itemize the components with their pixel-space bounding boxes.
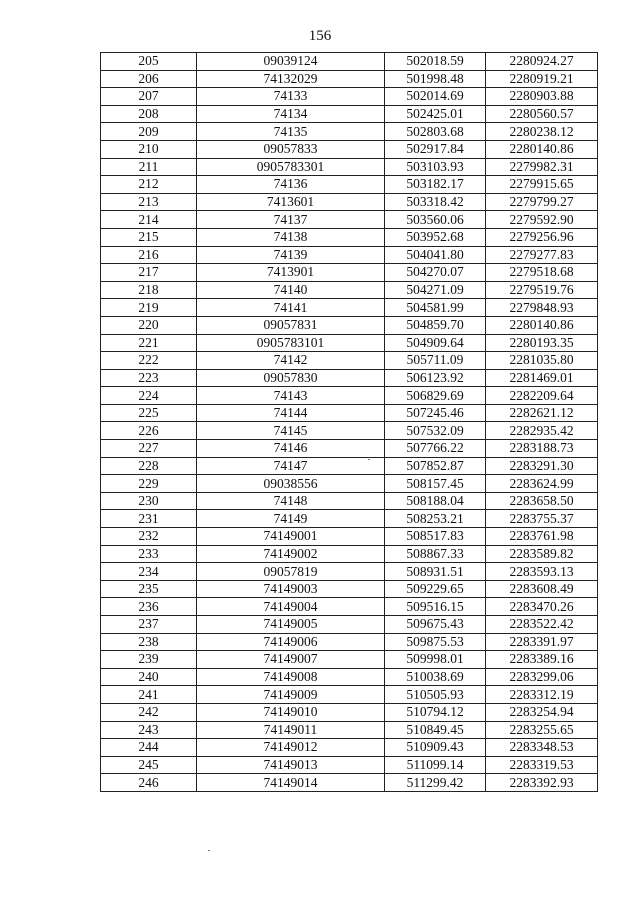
table-row	[101, 88, 598, 106]
row-number-cell: 241	[101, 686, 197, 704]
row-number-cell: 216	[101, 246, 197, 264]
table-row	[101, 528, 598, 546]
table-row	[101, 651, 598, 669]
table-row	[101, 352, 598, 370]
table-row	[101, 774, 598, 792]
row-number-cell: 234	[101, 563, 197, 581]
row-number-cell: 226	[101, 422, 197, 440]
table-row	[101, 369, 598, 387]
y-coordinate-cell: 2281035.80	[486, 352, 598, 370]
x-coordinate-cell: 504041.80	[385, 246, 486, 264]
x-coordinate-cell: 509516.15	[385, 598, 486, 616]
x-coordinate-cell: 504270.07	[385, 264, 486, 282]
row-number-cell: 223	[101, 369, 197, 387]
point-code-cell: 74146	[197, 440, 385, 458]
row-number-cell: 242	[101, 703, 197, 721]
x-coordinate-cell: 504909.64	[385, 334, 486, 352]
x-coordinate-cell: 507532.09	[385, 422, 486, 440]
table-row	[101, 264, 598, 282]
table-row	[101, 739, 598, 757]
row-number-cell: 244	[101, 739, 197, 757]
row-number-cell: 237	[101, 616, 197, 634]
y-coordinate-cell: 2283389.16	[486, 651, 598, 669]
row-number-cell: 222	[101, 352, 197, 370]
y-coordinate-cell: 2283255.65	[486, 721, 598, 739]
table-row	[101, 457, 598, 475]
row-number-cell: 213	[101, 193, 197, 211]
row-number-cell: 229	[101, 475, 197, 493]
x-coordinate-cell: 502018.59	[385, 53, 486, 71]
x-coordinate-cell: 507852.87	[385, 457, 486, 475]
y-coordinate-cell: 2283589.82	[486, 545, 598, 563]
table-row	[101, 598, 598, 616]
table-row	[101, 510, 598, 528]
row-number-cell: 239	[101, 651, 197, 669]
table-row	[101, 703, 598, 721]
table-row	[101, 686, 598, 704]
point-code-cell: 74149005	[197, 616, 385, 634]
y-coordinate-cell: 2279982.31	[486, 158, 598, 176]
y-coordinate-cell: 2279256.96	[486, 228, 598, 246]
row-number-cell: 219	[101, 299, 197, 317]
point-code-cell: 09038556	[197, 475, 385, 493]
x-coordinate-cell: 510794.12	[385, 703, 486, 721]
x-coordinate-cell: 501998.48	[385, 70, 486, 88]
y-coordinate-cell: 2279519.76	[486, 281, 598, 299]
row-number-cell: 209	[101, 123, 197, 141]
y-coordinate-cell: 2280193.35	[486, 334, 598, 352]
point-code-cell: 74143	[197, 387, 385, 405]
table-row	[101, 616, 598, 634]
point-code-cell: 74140	[197, 281, 385, 299]
row-number-cell: 215	[101, 228, 197, 246]
row-number-cell: 243	[101, 721, 197, 739]
table-row	[101, 422, 598, 440]
row-number-cell: 210	[101, 140, 197, 158]
x-coordinate-cell: 508517.83	[385, 528, 486, 546]
y-coordinate-cell: 2283658.50	[486, 492, 598, 510]
row-number-cell: 238	[101, 633, 197, 651]
point-code-cell: 09057833	[197, 140, 385, 158]
x-coordinate-cell: 507245.46	[385, 404, 486, 422]
x-coordinate-cell: 502917.84	[385, 140, 486, 158]
point-code-cell: 74149004	[197, 598, 385, 616]
point-code-cell: 74149014	[197, 774, 385, 792]
point-code-cell: 74136	[197, 176, 385, 194]
x-coordinate-cell: 503318.42	[385, 193, 486, 211]
y-coordinate-cell: 2282935.42	[486, 422, 598, 440]
y-coordinate-cell: 2282209.64	[486, 387, 598, 405]
x-coordinate-cell: 510038.69	[385, 668, 486, 686]
table-row	[101, 633, 598, 651]
row-number-cell: 233	[101, 545, 197, 563]
x-coordinate-cell: 504581.99	[385, 299, 486, 317]
x-coordinate-cell: 508867.33	[385, 545, 486, 563]
y-coordinate-cell: 2280238.12	[486, 123, 598, 141]
point-code-cell: 74149011	[197, 721, 385, 739]
y-coordinate-cell: 2280924.27	[486, 53, 598, 71]
row-number-cell: 224	[101, 387, 197, 405]
row-number-cell: 212	[101, 176, 197, 194]
x-coordinate-cell: 504271.09	[385, 281, 486, 299]
row-number-cell: 231	[101, 510, 197, 528]
point-code-cell: 74145	[197, 422, 385, 440]
row-number-cell: 214	[101, 211, 197, 229]
point-code-cell: 74149008	[197, 668, 385, 686]
x-coordinate-cell: 508253.21	[385, 510, 486, 528]
y-coordinate-cell: 2279799.27	[486, 193, 598, 211]
row-number-cell: 225	[101, 404, 197, 422]
point-code-cell: 0905783101	[197, 334, 385, 352]
y-coordinate-cell: 2280140.86	[486, 316, 598, 334]
x-coordinate-cell: 502014.69	[385, 88, 486, 106]
table-row	[101, 193, 598, 211]
table-row	[101, 387, 598, 405]
y-coordinate-cell: 2283319.53	[486, 756, 598, 774]
row-number-cell: 217	[101, 264, 197, 282]
y-coordinate-cell: 2280903.88	[486, 88, 598, 106]
table-row	[101, 176, 598, 194]
table-row	[101, 316, 598, 334]
table-row	[101, 299, 598, 317]
scan-speck	[368, 459, 370, 460]
point-code-cell: 74144	[197, 404, 385, 422]
point-code-cell: 74138	[197, 228, 385, 246]
y-coordinate-cell: 2281469.01	[486, 369, 598, 387]
table-row	[101, 668, 598, 686]
table-row	[101, 158, 598, 176]
row-number-cell: 235	[101, 580, 197, 598]
point-code-cell: 74149001	[197, 528, 385, 546]
table-row	[101, 70, 598, 88]
x-coordinate-cell: 510909.43	[385, 739, 486, 757]
y-coordinate-cell: 2283608.49	[486, 580, 598, 598]
point-code-cell: 74149002	[197, 545, 385, 563]
point-code-cell: 74142	[197, 352, 385, 370]
point-code-cell: 74135	[197, 123, 385, 141]
row-number-cell: 208	[101, 105, 197, 123]
table-row	[101, 475, 598, 493]
row-number-cell: 206	[101, 70, 197, 88]
y-coordinate-cell: 2283188.73	[486, 440, 598, 458]
row-number-cell: 240	[101, 668, 197, 686]
x-coordinate-cell: 508931.51	[385, 563, 486, 581]
row-number-cell: 218	[101, 281, 197, 299]
y-coordinate-cell: 2283761.98	[486, 528, 598, 546]
x-coordinate-cell: 507766.22	[385, 440, 486, 458]
point-code-cell: 74149	[197, 510, 385, 528]
x-coordinate-cell: 503560.06	[385, 211, 486, 229]
point-code-cell: 74139	[197, 246, 385, 264]
table-row	[101, 545, 598, 563]
x-coordinate-cell: 508157.45	[385, 475, 486, 493]
x-coordinate-cell: 504859.70	[385, 316, 486, 334]
y-coordinate-cell: 2279518.68	[486, 264, 598, 282]
row-number-cell: 246	[101, 774, 197, 792]
table-row	[101, 211, 598, 229]
table-row	[101, 721, 598, 739]
page-number: 156	[308, 28, 332, 44]
y-coordinate-cell: 2283312.19	[486, 686, 598, 704]
table-row	[101, 756, 598, 774]
point-code-cell: 74148	[197, 492, 385, 510]
y-coordinate-cell: 2283593.13	[486, 563, 598, 581]
x-coordinate-cell: 505711.09	[385, 352, 486, 370]
point-code-cell: 74132029	[197, 70, 385, 88]
table-row	[101, 140, 598, 158]
point-code-cell: 74134	[197, 105, 385, 123]
point-code-cell: 74149007	[197, 651, 385, 669]
x-coordinate-cell: 509998.01	[385, 651, 486, 669]
table-row	[101, 105, 598, 123]
x-coordinate-cell: 511299.42	[385, 774, 486, 792]
y-coordinate-cell: 2283291.30	[486, 457, 598, 475]
row-number-cell: 207	[101, 88, 197, 106]
point-code-cell: 74141	[197, 299, 385, 317]
row-number-cell: 230	[101, 492, 197, 510]
x-coordinate-cell: 502425.01	[385, 105, 486, 123]
table-row	[101, 281, 598, 299]
y-coordinate-cell: 2283391.97	[486, 633, 598, 651]
y-coordinate-cell: 2282621.12	[486, 404, 598, 422]
row-number-cell: 205	[101, 53, 197, 71]
y-coordinate-cell: 2279915.65	[486, 176, 598, 194]
row-number-cell: 227	[101, 440, 197, 458]
x-coordinate-cell: 510849.45	[385, 721, 486, 739]
row-number-cell: 232	[101, 528, 197, 546]
point-code-cell: 09057819	[197, 563, 385, 581]
table-row	[101, 404, 598, 422]
point-code-cell: 74149012	[197, 739, 385, 757]
table-row	[101, 246, 598, 264]
y-coordinate-cell: 2283348.53	[486, 739, 598, 757]
y-coordinate-cell: 2283392.93	[486, 774, 598, 792]
x-coordinate-cell: 503182.17	[385, 176, 486, 194]
x-coordinate-cell: 509675.43	[385, 616, 486, 634]
y-coordinate-cell: 2283299.06	[486, 668, 598, 686]
point-code-cell: 7413901	[197, 264, 385, 282]
y-coordinate-cell: 2283254.94	[486, 703, 598, 721]
table-row	[101, 492, 598, 510]
point-code-cell: 74149009	[197, 686, 385, 704]
y-coordinate-cell: 2283522.42	[486, 616, 598, 634]
x-coordinate-cell: 509875.53	[385, 633, 486, 651]
row-number-cell: 221	[101, 334, 197, 352]
table-row	[101, 563, 598, 581]
table-row	[101, 123, 598, 141]
point-code-cell: 09039124	[197, 53, 385, 71]
y-coordinate-cell: 2279848.93	[486, 299, 598, 317]
y-coordinate-cell: 2279592.90	[486, 211, 598, 229]
table-row	[101, 53, 598, 71]
row-number-cell: 236	[101, 598, 197, 616]
point-code-cell: 74149006	[197, 633, 385, 651]
y-coordinate-cell: 2283624.99	[486, 475, 598, 493]
x-coordinate-cell: 506123.92	[385, 369, 486, 387]
point-code-cell: 74147	[197, 457, 385, 475]
y-coordinate-cell: 2283470.26	[486, 598, 598, 616]
x-coordinate-cell: 503103.93	[385, 158, 486, 176]
y-coordinate-cell: 2280560.57	[486, 105, 598, 123]
coordinates-table	[100, 52, 598, 792]
row-number-cell: 228	[101, 457, 197, 475]
point-code-cell: 74149003	[197, 580, 385, 598]
point-code-cell: 09057830	[197, 369, 385, 387]
y-coordinate-cell: 2279277.83	[486, 246, 598, 264]
y-coordinate-cell: 2280919.21	[486, 70, 598, 88]
point-code-cell: 0905783301	[197, 158, 385, 176]
point-code-cell: 74149010	[197, 703, 385, 721]
point-code-cell: 74133	[197, 88, 385, 106]
x-coordinate-cell: 511099.14	[385, 756, 486, 774]
point-code-cell: 74137	[197, 211, 385, 229]
point-code-cell: 09057831	[197, 316, 385, 334]
x-coordinate-cell: 502803.68	[385, 123, 486, 141]
table-row	[101, 228, 598, 246]
point-code-cell: 7413601	[197, 193, 385, 211]
row-number-cell: 220	[101, 316, 197, 334]
x-coordinate-cell: 503952.68	[385, 228, 486, 246]
table-body	[101, 53, 598, 792]
point-code-cell: 74149013	[197, 756, 385, 774]
y-coordinate-cell: 2280140.86	[486, 140, 598, 158]
scan-speck	[208, 850, 210, 851]
x-coordinate-cell: 506829.69	[385, 387, 486, 405]
table-row	[101, 334, 598, 352]
x-coordinate-cell: 509229.65	[385, 580, 486, 598]
table-row	[101, 440, 598, 458]
row-number-cell: 211	[101, 158, 197, 176]
x-coordinate-cell: 508188.04	[385, 492, 486, 510]
y-coordinate-cell: 2283755.37	[486, 510, 598, 528]
x-coordinate-cell: 510505.93	[385, 686, 486, 704]
table-row	[101, 580, 598, 598]
row-number-cell: 245	[101, 756, 197, 774]
